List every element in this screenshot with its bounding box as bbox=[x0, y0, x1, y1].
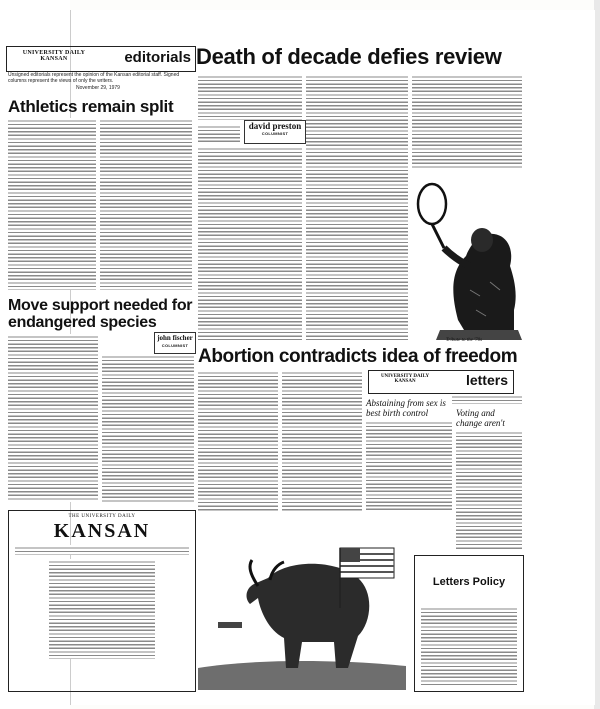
letters-section-title: letters bbox=[465, 372, 508, 388]
tribute-to-the-70s-illustration bbox=[410, 170, 522, 340]
subhead-voting: Voting and change aren't bbox=[456, 408, 505, 428]
illustration-caption: Tribute to the '70s bbox=[445, 338, 483, 343]
columnist-name: john fischer bbox=[157, 334, 193, 342]
staff-title-small: THE UNIVERSITY DAILY bbox=[68, 514, 136, 519]
headline-athletics: Athletics remain split bbox=[8, 97, 174, 116]
decade-body-col1 bbox=[198, 146, 302, 340]
letters-policy-box bbox=[414, 555, 524, 692]
athletics-body-col1 bbox=[8, 118, 96, 290]
staff-motto bbox=[15, 545, 189, 555]
headline-abortion: Abortion contradicts idea of freedom bbox=[198, 346, 518, 367]
letters-policy-body bbox=[421, 606, 517, 686]
decade-body-col3 bbox=[412, 74, 522, 168]
headline-endangered-species: Move support needed for endangered species bbox=[8, 297, 193, 331]
masthead-paper-name: UNIVERSITY DAILY KANSAN bbox=[22, 50, 86, 62]
staff-list bbox=[49, 559, 155, 659]
columnist-label: COLUMNIST bbox=[261, 131, 289, 136]
letters-policy-title: Letters Policy bbox=[432, 576, 506, 588]
letters-masthead bbox=[368, 370, 514, 394]
abortion-body-col1 bbox=[198, 370, 278, 512]
staff-title-large: KANSAN bbox=[53, 520, 151, 542]
decade-body-col2 bbox=[306, 74, 408, 340]
columnist-name: david preston bbox=[248, 121, 302, 131]
letters-paper-name: UNIVERSITY DAILY KANSAN bbox=[380, 374, 430, 384]
abstaining-body bbox=[366, 420, 452, 512]
columnist-badge-preston bbox=[244, 120, 306, 144]
bull-cartoon bbox=[198, 518, 406, 690]
headline-death-of-decade: Death of decade defies review bbox=[196, 44, 502, 69]
columnist-badge-fischer bbox=[154, 332, 196, 354]
editorials-masthead bbox=[6, 46, 196, 72]
species-body-col2 bbox=[102, 354, 194, 502]
columnist-label: COLUMNIST bbox=[161, 343, 189, 348]
subhead-abstaining: Abstaining from sex is best birth control bbox=[366, 398, 446, 418]
decade-body-intro bbox=[198, 74, 302, 120]
voting-body bbox=[456, 430, 522, 550]
editorial-policy-note bbox=[8, 72, 188, 91]
staff-box bbox=[8, 510, 196, 692]
species-body-col1 bbox=[8, 334, 98, 502]
masthead-section-title: editorials bbox=[124, 49, 191, 66]
abortion-body-col2 bbox=[282, 370, 362, 512]
decade-body-inset bbox=[198, 124, 240, 144]
athletics-body-col2 bbox=[100, 118, 192, 290]
issue-date: November 29, 1979 bbox=[76, 85, 120, 91]
policy-text: Unsigned editorials represent the opinion of the Kansan editorial staff. Signed columns represent the views of only the writers. bbox=[8, 72, 180, 84]
letters-top-text bbox=[452, 394, 522, 404]
